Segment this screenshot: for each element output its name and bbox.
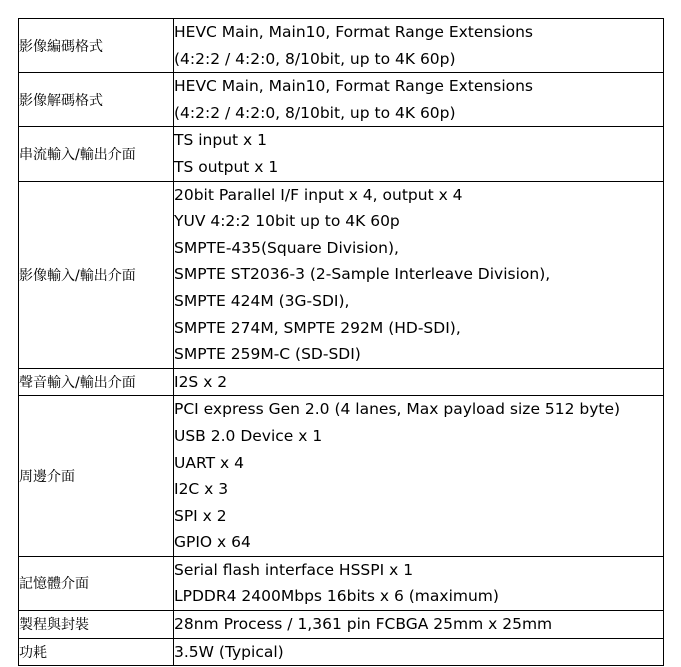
- value-line: I2C x 3: [174, 480, 229, 499]
- value-line: USB 2.0 Device x 1: [174, 426, 323, 445]
- table-row: [19, 611, 664, 639]
- row-label: 記憶體介面: [19, 556, 174, 610]
- table-row: [19, 19, 664, 73]
- row-label: 製程與封裝: [19, 611, 174, 639]
- value-line: SMPTE-435(Square Division),: [174, 238, 399, 257]
- row-value: [174, 127, 664, 181]
- value-line: (4:2:2 / 4:2:0, 8/10bit, up to 4K 60p): [174, 103, 456, 122]
- value-line: UART x 4: [174, 453, 244, 472]
- value-line: SMPTE 274M, SMPTE 292M (HD-SDI),: [174, 318, 461, 337]
- value-line: HEVC Main, Main10, Format Range Extensions: [174, 77, 534, 96]
- row-value: [174, 368, 664, 396]
- value-line: SMPTE 259M-C (SD-SDI): [174, 345, 361, 364]
- row-value: [174, 19, 664, 73]
- row-value: [174, 396, 664, 557]
- table-row: [19, 396, 664, 557]
- table-row: [19, 368, 664, 396]
- value-line: 28nm Process / 1,361 pin FCBGA 25mm x 25mm: [174, 615, 553, 634]
- row-value: [174, 638, 664, 666]
- table-row: [19, 638, 664, 666]
- value-line: TS output x 1: [174, 157, 279, 176]
- table-row: [19, 127, 664, 181]
- value-line: I2S x 2: [174, 372, 228, 391]
- value-line: Serial flash interface HSSPI x 1: [174, 560, 414, 579]
- table-row: [19, 73, 664, 127]
- table-row: [19, 181, 664, 368]
- value-line: SPI x 2: [174, 506, 227, 525]
- row-label: 聲音輸入/輸出介面: [19, 368, 174, 396]
- value-line: SMPTE ST2036-3 (2-Sample Interleave Division),: [174, 265, 551, 284]
- row-label: 影像編碼格式: [19, 19, 174, 73]
- value-line: SMPTE 424M (3G-SDI),: [174, 291, 350, 310]
- row-label: 影像輸入/輸出介面: [19, 181, 174, 368]
- value-line: LPDDR4 2400Mbps 16bits x 6 (maximum): [174, 587, 499, 606]
- row-label: 周邊介面: [19, 396, 174, 557]
- value-line: 20bit Parallel I/F input x 4, output x 4: [174, 185, 463, 204]
- table-row: [19, 556, 664, 610]
- value-line: TS input x 1: [174, 131, 267, 150]
- row-value: [174, 611, 664, 639]
- value-line: 3.5W (Typical): [174, 642, 284, 661]
- row-value: [174, 73, 664, 127]
- spec-table: [18, 18, 664, 666]
- spec-table-body: [19, 19, 664, 666]
- row-label: 功耗: [19, 638, 174, 666]
- value-line: HEVC Main, Main10, Format Range Extensions: [174, 23, 534, 41]
- row-label: 影像解碼格式: [19, 73, 174, 127]
- row-value: [174, 556, 664, 610]
- value-line: (4:2:2 / 4:2:0, 8/10bit, up to 4K 60p): [174, 49, 456, 68]
- row-label: 串流輸入/輸出介面: [19, 127, 174, 181]
- value-line: PCI express Gen 2.0 (4 lanes, Max payload size 512 byte): [174, 400, 621, 419]
- value-line: YUV 4:2:2 10bit up to 4K 60p: [174, 212, 400, 231]
- value-line: GPIO x 64: [174, 533, 251, 552]
- row-value: [174, 181, 664, 368]
